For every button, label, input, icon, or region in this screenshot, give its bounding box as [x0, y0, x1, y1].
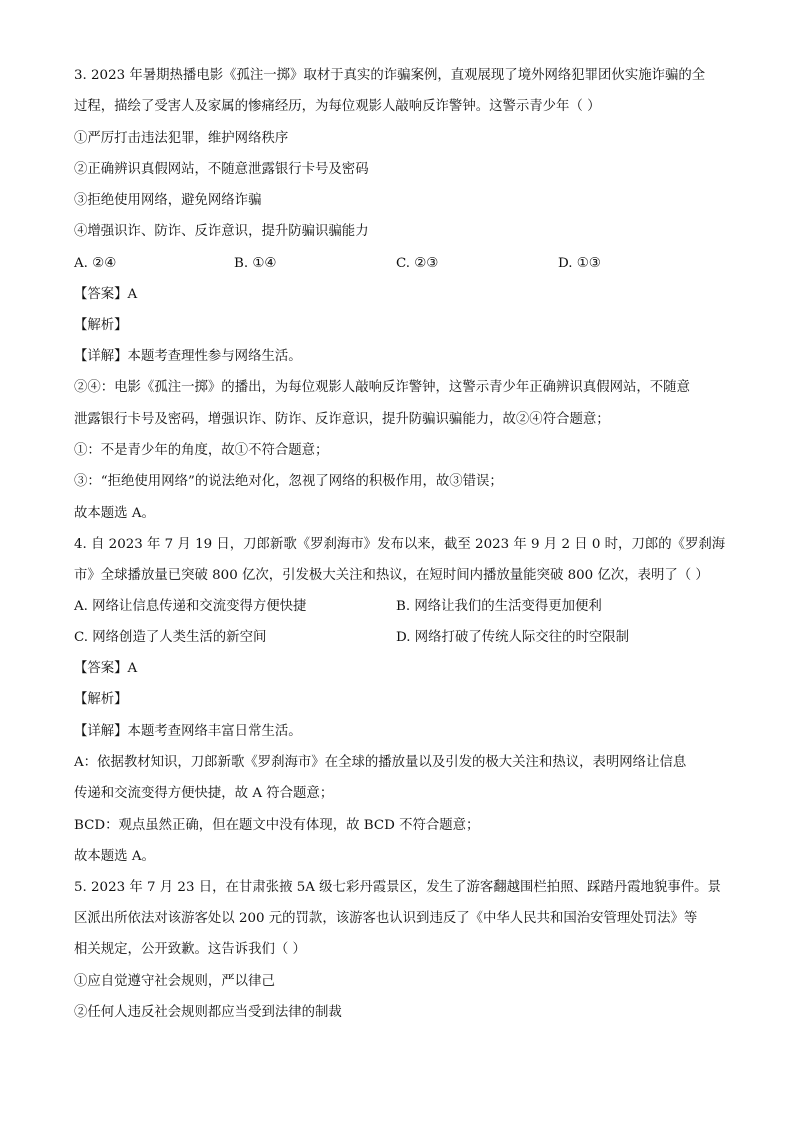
q5-item-1: ①应自觉遵守社会规则，严以律己 — [74, 974, 275, 989]
q4-explanation-2: BCD：观点虽然正确，但在题文中没有体现，故 BCD 不符合题意； — [74, 818, 480, 833]
q4-option-d: D. 网络打破了传统人际交往的时空限制 — [396, 630, 630, 645]
q5-stem-line-2: 区派出所依法对该游客处以 200 元的罚款，该游客也认识到违反了《中华人民共和国治安管理处罚法》等 — [74, 911, 698, 926]
q4-stem-line-1: 4. 自 2023 年 7 月 19 日，刀郎新歌《罗刹海市》发布以来，截至 2023 年 9 月 2 日 0 时，刀郎的《罗刹海 — [74, 537, 726, 552]
q3-option-d: D. ①③ — [558, 256, 601, 271]
q4-explanation-1a: A：依据教材知识，刀郎新歌《罗刹海市》在全球的播放量以及引发的极大关注和热议，表明网络让信息 — [74, 755, 687, 770]
q3-stem-line-1: 3. 2023 年暑期热播电影《孤注一掷》取材于真实的诈骗案例，直观展现了境外网络犯罪团伙实施诈骗的全 — [74, 68, 706, 83]
q3-explanation-1a: ②④：电影《孤注一掷》的播出，为每位观影人敲响反诈警钟，这警示青少年正确辨识真假网站，不随意 — [74, 380, 690, 395]
q3-stem-line-2: 过程，描绘了受害人及家属的惨痛经历，为每位观影人敲响反诈警钟。这警示青少年（ ） — [74, 99, 601, 114]
q3-explanation-3: ③：“拒绝使用网络”的说法绝对化，忽视了网络的积极作用，故③错误； — [74, 474, 503, 489]
q3-item-3: ③拒绝使用网络，避免网络诈骗 — [74, 193, 262, 208]
q4-option-b: B. 网络让我们的生活变得更加便利 — [396, 599, 602, 614]
q4-analysis-heading: 【解析】 — [74, 692, 128, 707]
q4-detail: 【详解】本题考查网络丰富日常生活。 — [74, 724, 302, 739]
q3-item-4: ④增强识诈、防诈、反诈意识，提升防骗识骗能力 — [74, 224, 369, 239]
q3-option-a: A. ②④ — [74, 256, 117, 271]
q4-stem-line-2: 市》全球播放量已突破 800 亿次，引发极大关注和热议，在短时间内播放量能突破 800 亿次，表明了（ ） — [74, 568, 709, 583]
q5-stem-line-1: 5. 2023 年 7 月 23 日，在甘肃张掖 5A 级七彩丹霞景区，发生了游客翻越围栏拍照、踩踏丹霞地貌事件。景 — [74, 880, 721, 895]
q4-option-a: A. 网络让信息传递和交流变得方便快捷 — [74, 599, 307, 614]
q3-item-2: ②正确辨识真假网站，不随意泄露银行卡号及密码 — [74, 162, 369, 177]
q3-answer: 【答案】A — [74, 287, 138, 302]
q3-explanation-2: ①：不是青少年的角度，故①不符合题意； — [74, 443, 329, 458]
q5-item-2: ②任何人违反社会规则都应当受到法律的制裁 — [74, 1005, 342, 1020]
q4-conclusion: 故本题选 A。 — [74, 849, 155, 864]
q3-conclusion: 故本题选 A。 — [74, 506, 155, 521]
q3-detail: 【详解】本题考查理性参与网络生活。 — [74, 349, 302, 364]
q3-item-1: ①严厉打击违法犯罪，维护网络秩序 — [74, 131, 289, 146]
q3-option-c: C. ②③ — [396, 256, 439, 271]
q3-option-b: B. ①④ — [234, 256, 277, 271]
q4-explanation-1b: 传递和交流变得方便快捷，故 A 符合题意； — [74, 786, 334, 801]
q4-answer: 【答案】A — [74, 661, 138, 676]
q5-stem-line-3: 相关规定，公开致歉。这告诉我们（ ） — [74, 942, 306, 957]
q4-option-c: C. 网络创造了人类生活的新空间 — [74, 630, 267, 645]
q3-analysis-heading: 【解析】 — [74, 318, 128, 333]
q3-explanation-1b: 泄露银行卡号及密码，增强识诈、防诈、反诈意识，提升防骗识骗能力，故②④符合题意； — [74, 412, 610, 427]
